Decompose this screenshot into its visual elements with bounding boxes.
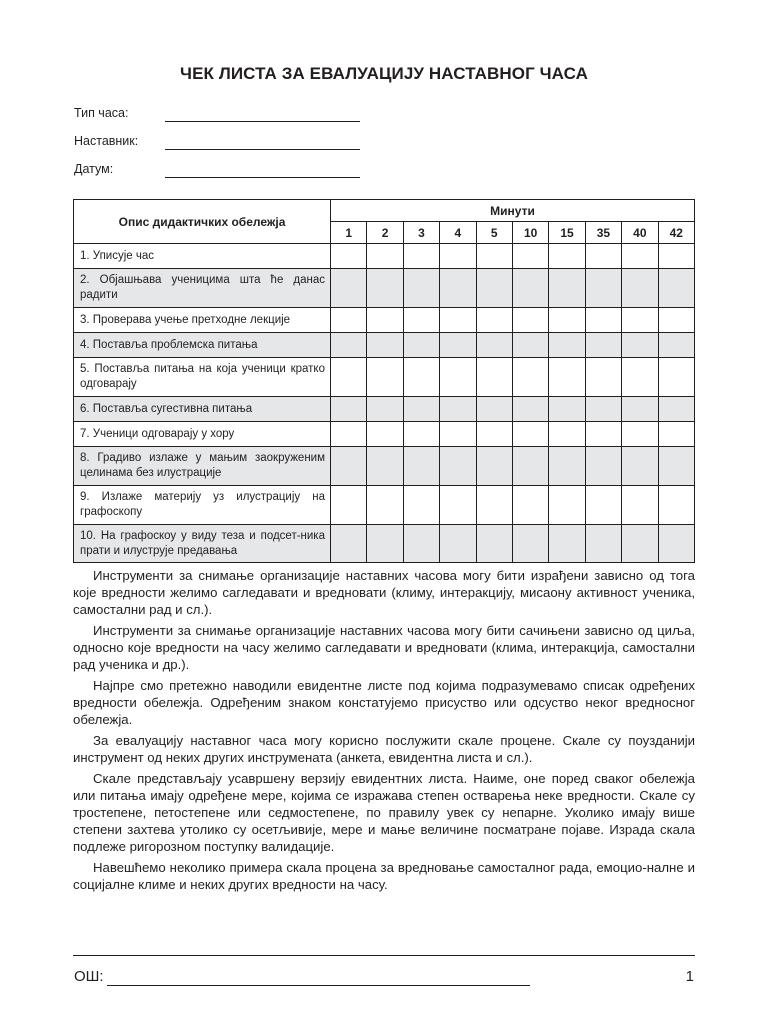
minute-col-header: 2	[367, 222, 403, 244]
minute-cell	[658, 244, 694, 269]
field-lesson-type-label: Тип часа:	[74, 106, 129, 120]
field-date-label: Датум:	[74, 162, 114, 176]
footer-school-blank	[107, 985, 530, 986]
minute-cell	[622, 422, 658, 447]
minute-cell	[622, 308, 658, 333]
field-teacher-label: Наставник:	[74, 134, 139, 148]
minute-col-header: 4	[440, 222, 476, 244]
row-description: 7. Ученици одговарају у хору	[74, 422, 331, 447]
minute-cell	[585, 358, 621, 397]
minute-cell	[440, 486, 476, 525]
minute-cell	[585, 486, 621, 525]
minute-cell	[440, 447, 476, 486]
minute-cell	[549, 244, 585, 269]
minute-cell	[403, 358, 439, 397]
minute-cell	[549, 397, 585, 422]
table-row	[74, 333, 695, 358]
row-description: 2. Објашњава ученицима шта ће данас радити	[74, 269, 331, 308]
minute-cell	[585, 422, 621, 447]
row-description: 4. Поставља проблемска питања	[74, 333, 331, 358]
minute-cell	[476, 525, 512, 563]
minute-cell	[585, 308, 621, 333]
field-lesson-type	[74, 106, 164, 120]
minute-cell	[367, 308, 403, 333]
minute-cell	[658, 447, 694, 486]
minute-cell	[622, 397, 658, 422]
minute-cell	[512, 333, 548, 358]
minute-cell	[331, 358, 367, 397]
field-lesson-type-blank	[165, 121, 360, 122]
minute-cell	[367, 244, 403, 269]
minute-cell	[585, 397, 621, 422]
minute-cell	[622, 525, 658, 563]
minute-cell	[331, 525, 367, 563]
minute-cell	[622, 269, 658, 308]
minute-cell	[331, 244, 367, 269]
paragraph: Инструменти за снимање организације наставних часова могу бити израђени зависно од тога које вредности желимо сагледавати и вредновати (климу, интеракцију, мисаону активност ученика, самостални рад и сл.).	[73, 568, 695, 617]
minute-cell	[403, 333, 439, 358]
field-date-blank	[165, 177, 360, 178]
table-row	[74, 525, 695, 563]
minute-cell	[476, 244, 512, 269]
minute-cell	[549, 269, 585, 308]
minute-col-header: 10	[512, 222, 548, 244]
page-number: 1	[685, 968, 694, 985]
minute-cell	[622, 486, 658, 525]
minute-cell	[512, 269, 548, 308]
minute-cell	[367, 333, 403, 358]
minute-cell	[549, 358, 585, 397]
minute-cell	[331, 486, 367, 525]
minute-cell	[512, 525, 548, 563]
minute-cell	[331, 269, 367, 308]
minute-cell	[367, 525, 403, 563]
minute-cell	[367, 358, 403, 397]
minute-col-header: 15	[549, 222, 585, 244]
minute-cell	[440, 422, 476, 447]
row-description: 8. Градиво излаже у мањим заокруженим целинама без илустрације	[74, 447, 331, 486]
minute-cell	[585, 244, 621, 269]
minute-cell	[658, 486, 694, 525]
minute-cell	[658, 422, 694, 447]
minute-cell	[512, 486, 548, 525]
minute-cell	[658, 269, 694, 308]
minute-cell	[476, 397, 512, 422]
table-row	[74, 397, 695, 422]
minute-cell	[476, 447, 512, 486]
table-row	[74, 308, 695, 333]
paragraph: Скале представљају усавршену верзију евидентних листа. Наиме, оне поред сваког обележја или питања имају одређене мере, којима се изражава степен остварења неке вредности. Скале су тростепене, петостепене или седмостепене, по правилу увек су непарне. Уколико имају више степени захтева утолико су осетљивије, мере и мање величине посматране појаве. Израда скала подлеже ригорозном поступку валидације.	[73, 771, 695, 854]
minute-cell	[440, 333, 476, 358]
row-description: 3. Проверава учење претходне лекције	[74, 308, 331, 333]
minute-cell	[367, 422, 403, 447]
minute-cell	[585, 447, 621, 486]
minute-cell	[440, 308, 476, 333]
minute-cell	[549, 447, 585, 486]
minute-cell	[440, 269, 476, 308]
minute-cell	[585, 269, 621, 308]
minute-col-header: 5	[476, 222, 512, 244]
footer-school-label: ОШ:	[74, 968, 104, 985]
minute-cell	[585, 525, 621, 563]
minute-cell	[331, 422, 367, 447]
minute-cell	[476, 333, 512, 358]
field-teacher-blank	[165, 149, 360, 150]
minute-cell	[403, 269, 439, 308]
row-description: 5. Поставља питања на која ученици кратко одговарају	[74, 358, 331, 397]
table-row	[74, 486, 695, 525]
minute-cell	[658, 358, 694, 397]
table-row	[74, 358, 695, 397]
minute-cell	[549, 333, 585, 358]
minute-cell	[512, 308, 548, 333]
table-row	[74, 269, 695, 308]
minute-cell	[512, 358, 548, 397]
field-teacher	[74, 134, 164, 148]
evaluation-table	[73, 199, 695, 563]
row-description: 10. На графоскоу у виду теза и подсет-ника прати и илуструје предавања	[74, 525, 331, 563]
minute-cell	[440, 244, 476, 269]
minute-cell	[403, 422, 439, 447]
minute-col-header: 40	[622, 222, 658, 244]
minute-cell	[549, 525, 585, 563]
paragraph: Инструменти за снимање организације наставних часова могу бити сачињени зависно од циља, односно које вредности на часу желимо сагледавати и вредновати (клима, интеракција, самостални рад ученика и др.).	[73, 623, 695, 672]
minute-cell	[476, 358, 512, 397]
minute-cell	[440, 397, 476, 422]
desc-column-header: Опис дидактичких обележја	[74, 200, 331, 244]
minute-col-header: 35	[585, 222, 621, 244]
minute-cell	[622, 447, 658, 486]
minute-col-header: 42	[658, 222, 694, 244]
row-description: 1. Уписује час	[74, 244, 331, 269]
minute-col-header: 3	[403, 222, 439, 244]
minute-cell	[476, 269, 512, 308]
minute-cell	[476, 422, 512, 447]
footer-divider	[73, 955, 695, 956]
row-description: 6. Поставља сугестивна питања	[74, 397, 331, 422]
minute-cell	[512, 447, 548, 486]
minute-cell	[403, 244, 439, 269]
minute-cell	[658, 397, 694, 422]
minute-cell	[331, 333, 367, 358]
field-date	[74, 162, 164, 176]
minute-cell	[658, 308, 694, 333]
minute-cell	[367, 447, 403, 486]
minute-cell	[331, 447, 367, 486]
minute-cell	[403, 447, 439, 486]
table-row	[74, 244, 695, 269]
table-row	[74, 422, 695, 447]
minutes-header: Минути	[331, 200, 695, 222]
row-description: 9. Излаже материју уз илустрацију на графоскопу	[74, 486, 331, 525]
minute-cell	[549, 486, 585, 525]
minute-col-header: 1	[331, 222, 367, 244]
body-text	[73, 567, 695, 897]
table-row	[74, 447, 695, 486]
paragraph: Најпре смо претежно наводили евидентне листе под којима подразумевамо списак одређених вредности обележја. Одређеним знаком констатујемо присуство или одсуство неког вредносног обележја.	[73, 678, 695, 727]
minute-cell	[367, 397, 403, 422]
minute-cell	[367, 486, 403, 525]
minute-cell	[403, 397, 439, 422]
minute-cell	[331, 308, 367, 333]
minute-cell	[658, 525, 694, 563]
minute-cell	[476, 308, 512, 333]
minute-cell	[403, 525, 439, 563]
minute-cell	[476, 486, 512, 525]
minute-cell	[549, 422, 585, 447]
minute-cell	[585, 333, 621, 358]
minute-cell	[512, 422, 548, 447]
minute-cell	[440, 358, 476, 397]
minute-cell	[403, 486, 439, 525]
minute-cell	[549, 308, 585, 333]
paragraph: Навешћемо неколико примера скала процена за вредновање самосталног рада, емоцио-налне и социјалне климе и неких других вредности на часу.	[73, 860, 695, 892]
minute-cell	[622, 358, 658, 397]
minute-cell	[440, 525, 476, 563]
page-title: ЧЕК ЛИСТА ЗА ЕВАЛУАЦИЈУ НАСТАВНОГ ЧАСА	[180, 64, 588, 83]
minute-cell	[512, 244, 548, 269]
minute-cell	[367, 269, 403, 308]
minute-cell	[658, 333, 694, 358]
minute-cell	[622, 333, 658, 358]
paragraph: За евалуацију наставног часа могу корисно послужити скале процене. Скале су поузданији инструмент од неких других инструмената (анкета, евидентна листа и сл.).	[73, 733, 695, 765]
minute-cell	[331, 397, 367, 422]
minute-cell	[512, 397, 548, 422]
minute-cell	[403, 308, 439, 333]
minute-cell	[622, 244, 658, 269]
